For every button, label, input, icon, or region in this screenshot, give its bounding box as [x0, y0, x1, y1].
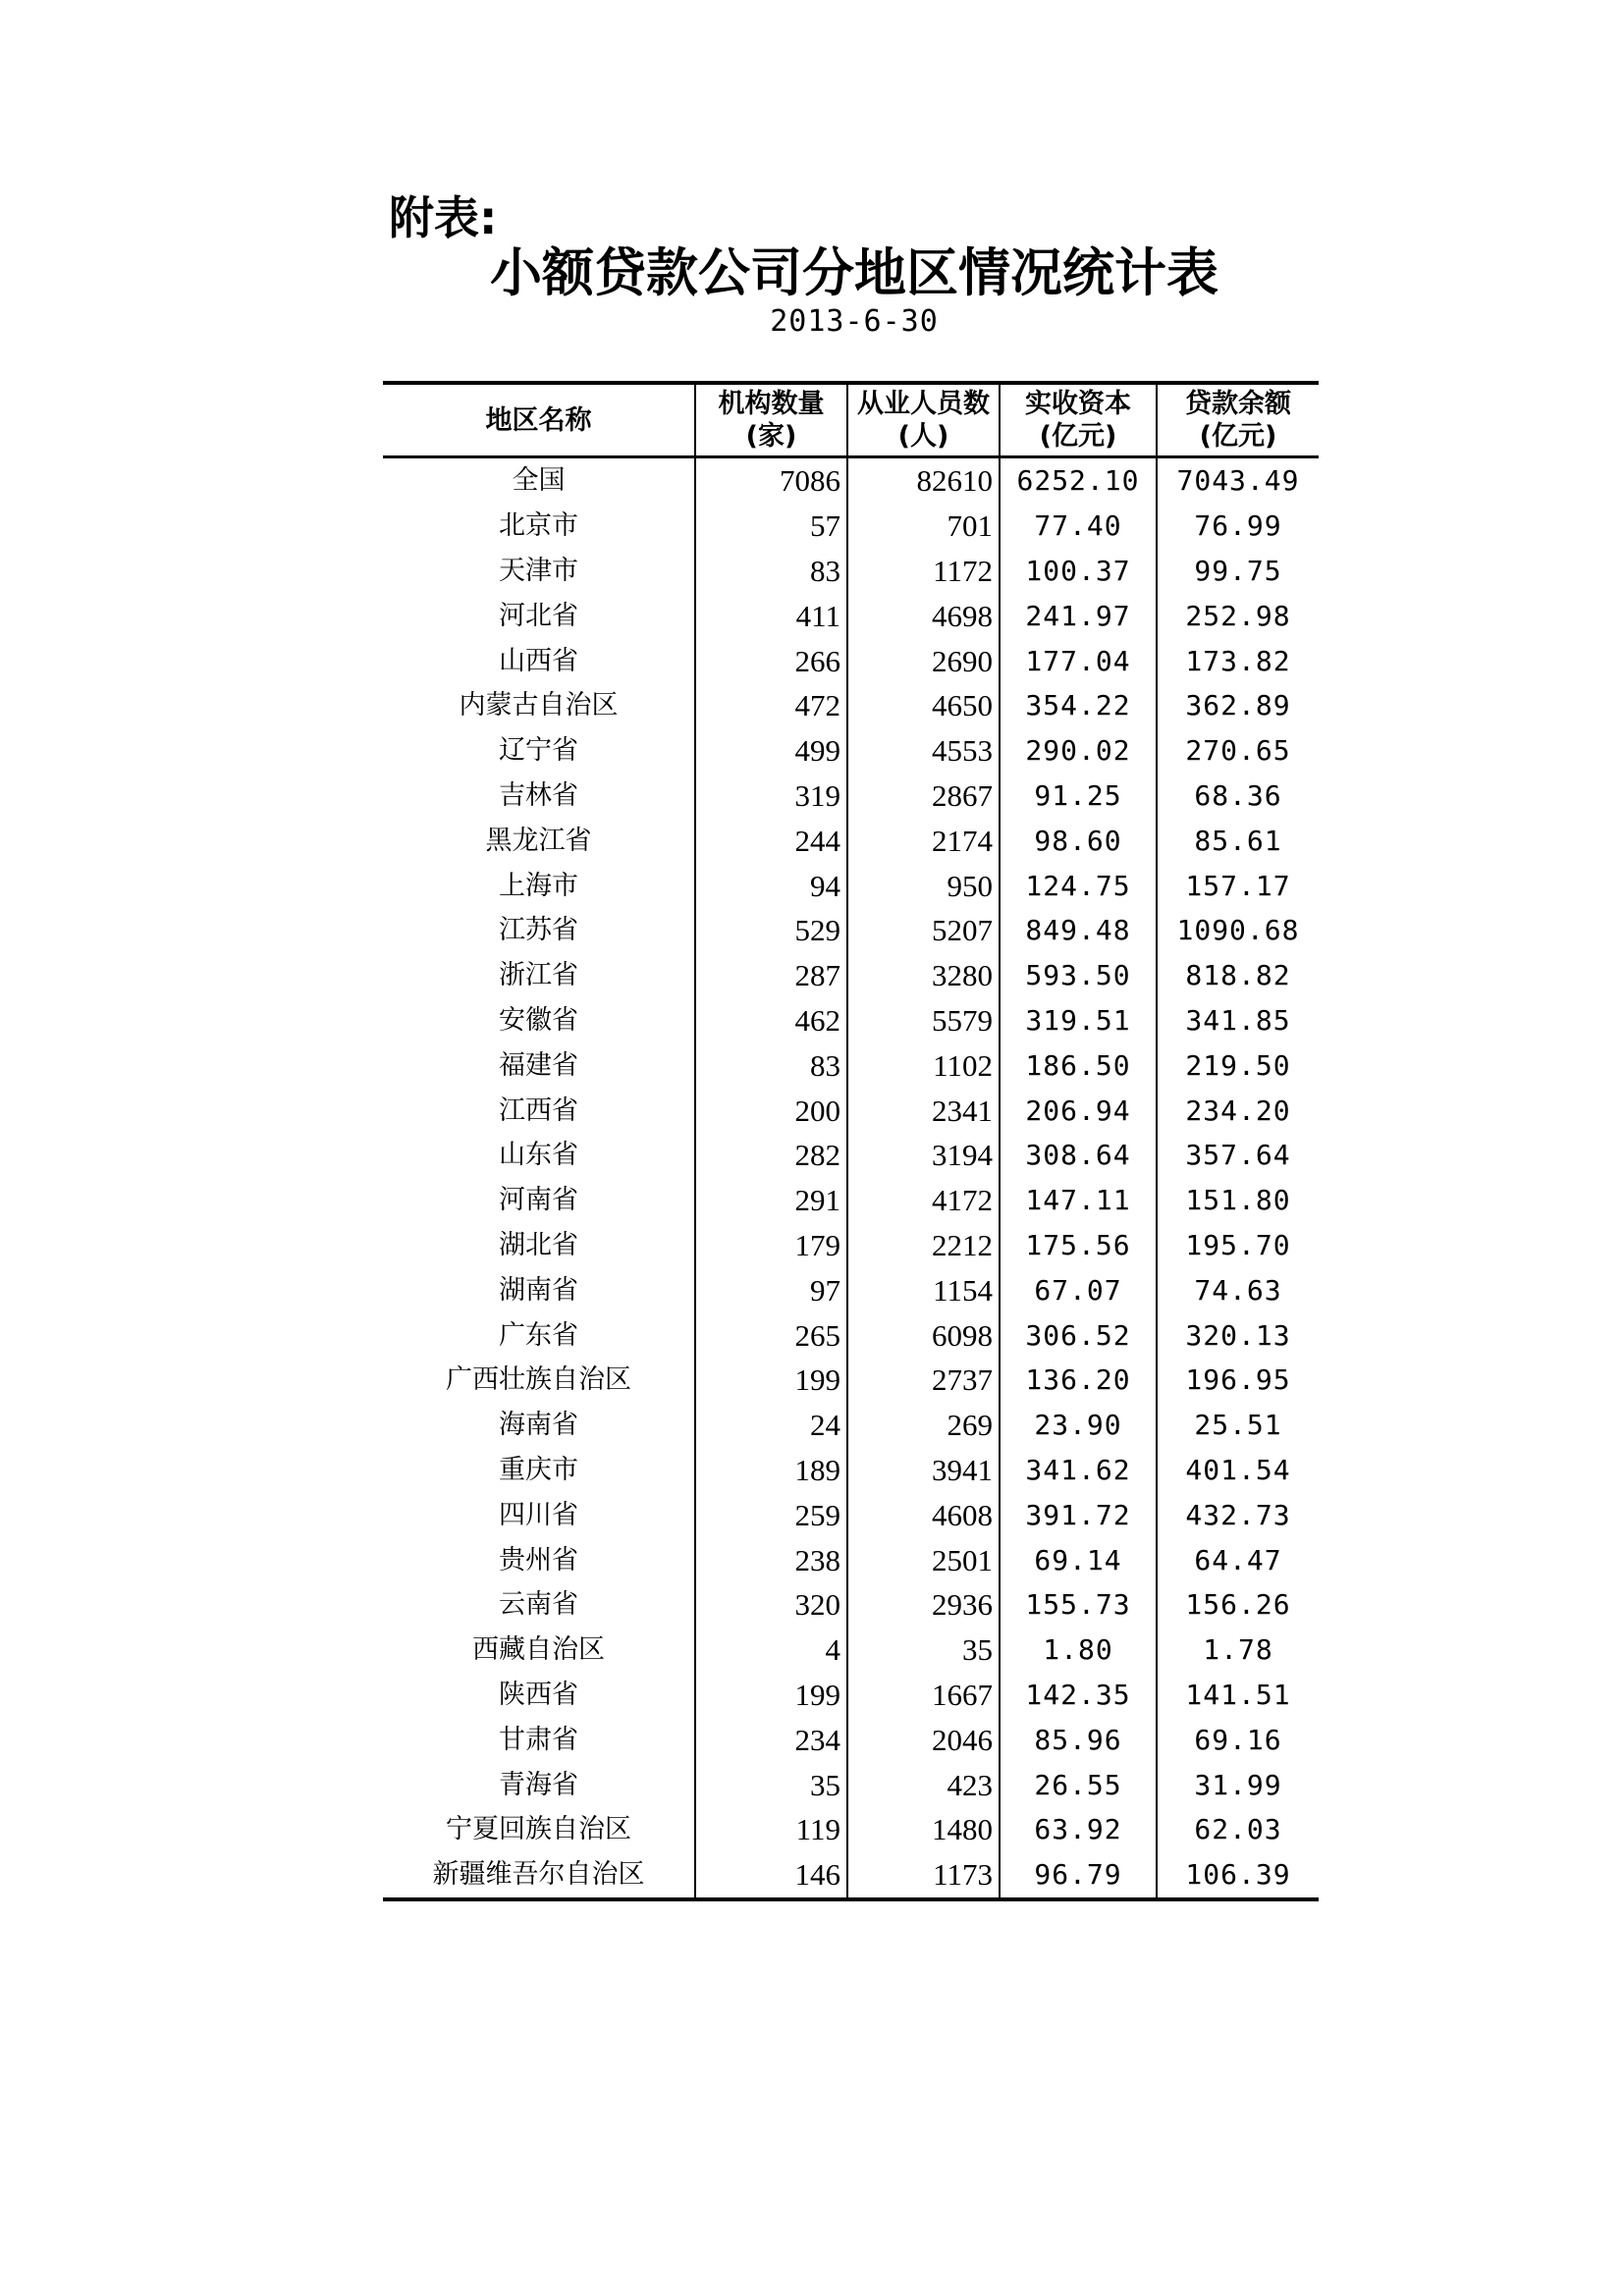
cell-region: 广东省	[499, 1319, 578, 1351]
header-institutions	[695, 383, 847, 457]
cell-capital: 67.07	[1000, 1267, 1157, 1312]
table-row	[383, 457, 1319, 504]
cell-region: 海南省	[499, 1410, 578, 1441]
table-row	[383, 1042, 1319, 1088]
cell-employees: 2867	[847, 774, 1000, 819]
cell-region: 上海市	[499, 870, 578, 901]
cell-employees: 2501	[847, 1537, 1000, 1582]
cell-institutions: 57	[695, 504, 847, 549]
cell-loans: 357.64	[1157, 1133, 1319, 1178]
header-employees	[847, 383, 1000, 457]
cell-capital: 308.64	[1000, 1133, 1157, 1178]
cell-employees: 3280	[847, 953, 1000, 998]
cell-institutions: 259	[695, 1492, 847, 1537]
cell-employees: 4608	[847, 1492, 1000, 1537]
cell-capital: 593.50	[1000, 953, 1157, 998]
table-row	[383, 818, 1319, 863]
cell-region: 陕西省	[499, 1679, 578, 1710]
table-row	[383, 1717, 1319, 1762]
cell-employees: 2341	[847, 1088, 1000, 1133]
cell-region: 湖北省	[499, 1229, 578, 1260]
cell-institutions: 238	[695, 1537, 847, 1582]
cell-region: 河南省	[499, 1185, 578, 1216]
cell-capital: 175.56	[1000, 1223, 1157, 1268]
cell-region: 江苏省	[499, 915, 578, 946]
cell-loans: 320.13	[1157, 1312, 1319, 1358]
cell-institutions: 291	[695, 1178, 847, 1223]
table-row	[383, 1762, 1319, 1807]
cell-loans: 196.95	[1157, 1358, 1319, 1403]
cell-capital: 177.04	[1000, 638, 1157, 683]
cell-region: 北京市	[499, 510, 578, 542]
table-row	[383, 953, 1319, 998]
cell-institutions: 287	[695, 953, 847, 998]
cell-employees: 1154	[847, 1267, 1000, 1312]
cell-institutions: 24	[695, 1403, 847, 1448]
cell-capital: 98.60	[1000, 818, 1157, 863]
table-row	[383, 1312, 1319, 1358]
cell-employees: 1480	[847, 1807, 1000, 1852]
table-row	[383, 1537, 1319, 1582]
cell-capital: 290.02	[1000, 728, 1157, 774]
cell-employees: 4553	[847, 728, 1000, 774]
cell-loans: 195.70	[1157, 1223, 1319, 1268]
table-row	[383, 1492, 1319, 1537]
cell-loans: 157.17	[1157, 863, 1319, 908]
cell-employees: 2174	[847, 818, 1000, 863]
cell-loans: 252.98	[1157, 593, 1319, 638]
cell-employees: 1172	[847, 549, 1000, 594]
cell-loans: 270.65	[1157, 728, 1319, 774]
cell-employees: 2690	[847, 638, 1000, 683]
cell-region: 青海省	[499, 1769, 578, 1800]
appendix-label: 附表:	[389, 191, 498, 244]
header-region-label: 地区名称	[485, 404, 592, 436]
cell-institutions: 83	[695, 1042, 847, 1088]
cell-loans: 69.16	[1157, 1717, 1319, 1762]
cell-employees: 6098	[847, 1312, 1000, 1358]
table-row	[383, 683, 1319, 728]
statistics-table	[383, 381, 1319, 1901]
table-row	[383, 504, 1319, 549]
cell-employees: 4172	[847, 1178, 1000, 1223]
cell-employees: 1667	[847, 1673, 1000, 1718]
cell-loans: 74.63	[1157, 1267, 1319, 1312]
cell-capital: 241.97	[1000, 593, 1157, 638]
cell-loans: 362.89	[1157, 683, 1319, 728]
cell-institutions: 189	[695, 1448, 847, 1493]
cell-loans: 151.80	[1157, 1178, 1319, 1223]
cell-employees: 1173	[847, 1852, 1000, 1899]
header-loans-unit: (亿元)	[1199, 421, 1277, 452]
cell-employees: 950	[847, 863, 1000, 908]
cell-capital: 142.35	[1000, 1673, 1157, 1718]
cell-region: 重庆市	[499, 1454, 578, 1485]
cell-capital: 186.50	[1000, 1042, 1157, 1088]
cell-employees: 5207	[847, 908, 1000, 953]
cell-institutions: 319	[695, 774, 847, 819]
cell-loans: 156.26	[1157, 1582, 1319, 1628]
table-row	[383, 1088, 1319, 1133]
cell-institutions: 94	[695, 863, 847, 908]
header-loans-label: 贷款余额	[1185, 389, 1291, 419]
cell-capital: 136.20	[1000, 1358, 1157, 1403]
table-row	[383, 549, 1319, 594]
cell-loans: 432.73	[1157, 1492, 1319, 1537]
table-row	[383, 863, 1319, 908]
cell-institutions: 7086	[695, 457, 847, 504]
table-row	[383, 593, 1319, 638]
cell-capital: 1.80	[1000, 1628, 1157, 1673]
cell-institutions: 472	[695, 683, 847, 728]
cell-institutions: 499	[695, 728, 847, 774]
cell-region: 浙江省	[499, 960, 578, 991]
cell-loans: 64.47	[1157, 1537, 1319, 1582]
cell-capital: 124.75	[1000, 863, 1157, 908]
table-row	[383, 1403, 1319, 1448]
cell-region: 广西壮族自治区	[446, 1364, 631, 1396]
cell-employees: 2737	[847, 1358, 1000, 1403]
cell-capital: 306.52	[1000, 1312, 1157, 1358]
cell-loans: 234.20	[1157, 1088, 1319, 1133]
cell-capital: 206.94	[1000, 1088, 1157, 1133]
cell-employees: 5579	[847, 998, 1000, 1043]
table-row	[383, 638, 1319, 683]
cell-loans: 7043.49	[1157, 457, 1319, 504]
cell-capital: 91.25	[1000, 774, 1157, 819]
cell-capital: 147.11	[1000, 1178, 1157, 1223]
table-row	[383, 1267, 1319, 1312]
header-row	[383, 383, 1319, 457]
cell-capital: 319.51	[1000, 998, 1157, 1043]
cell-employees: 269	[847, 1403, 1000, 1448]
cell-institutions: 35	[695, 1762, 847, 1807]
header-employees-unit: (人)	[897, 421, 949, 452]
cell-institutions: 199	[695, 1358, 847, 1403]
table-row	[383, 1223, 1319, 1268]
cell-loans: 401.54	[1157, 1448, 1319, 1493]
cell-institutions: 83	[695, 549, 847, 594]
cell-institutions: 4	[695, 1628, 847, 1673]
cell-institutions: 529	[695, 908, 847, 953]
cell-region: 西藏自治区	[472, 1634, 605, 1666]
table-row	[383, 1628, 1319, 1673]
cell-loans: 99.75	[1157, 549, 1319, 594]
cell-loans: 85.61	[1157, 818, 1319, 863]
cell-capital: 63.92	[1000, 1807, 1157, 1852]
cell-region: 黑龙江省	[485, 825, 592, 856]
table-header	[383, 383, 1319, 457]
cell-loans: 1090.68	[1157, 908, 1319, 953]
cell-region: 山西省	[499, 645, 578, 676]
table-row	[383, 998, 1319, 1043]
cell-capital: 77.40	[1000, 504, 1157, 549]
table-row	[383, 1673, 1319, 1718]
cell-institutions: 282	[695, 1133, 847, 1178]
cell-employees: 423	[847, 1762, 1000, 1807]
cell-region: 湖南省	[499, 1274, 578, 1306]
cell-institutions: 265	[695, 1312, 847, 1358]
cell-institutions: 234	[695, 1717, 847, 1762]
table-row	[383, 1448, 1319, 1493]
header-employees-label: 从业人员数	[857, 389, 990, 419]
table-row	[383, 908, 1319, 953]
cell-institutions: 266	[695, 638, 847, 683]
cell-region: 甘肃省	[499, 1724, 578, 1755]
cell-region: 河北省	[499, 600, 578, 631]
cell-region: 辽宁省	[499, 735, 578, 767]
cell-employees: 2212	[847, 1223, 1000, 1268]
cell-region: 四川省	[499, 1499, 578, 1530]
table-row	[383, 728, 1319, 774]
header-capital-label: 实收资本	[1025, 389, 1131, 419]
cell-employees: 4698	[847, 593, 1000, 638]
cell-capital: 23.90	[1000, 1403, 1157, 1448]
cell-region: 福建省	[499, 1049, 578, 1081]
cell-employees: 701	[847, 504, 1000, 549]
cell-region: 内蒙古自治区	[459, 690, 619, 721]
page-title: 小额贷款公司分地区情况统计表	[490, 243, 1218, 303]
cell-loans: 141.51	[1157, 1673, 1319, 1718]
cell-loans: 62.03	[1157, 1807, 1319, 1852]
cell-institutions: 199	[695, 1673, 847, 1718]
cell-loans: 25.51	[1157, 1403, 1319, 1448]
cell-capital: 85.96	[1000, 1717, 1157, 1762]
cell-institutions: 97	[695, 1267, 847, 1312]
report-date: 2013-6-30	[770, 304, 939, 339]
cell-region: 宁夏回族自治区	[446, 1814, 631, 1845]
header-loans	[1157, 383, 1319, 457]
cell-institutions: 411	[695, 593, 847, 638]
cell-institutions: 200	[695, 1088, 847, 1133]
cell-capital: 69.14	[1000, 1537, 1157, 1582]
table-row	[383, 1582, 1319, 1628]
cell-loans: 106.39	[1157, 1852, 1319, 1899]
header-capital	[1000, 383, 1157, 457]
cell-employees: 82610	[847, 457, 1000, 504]
cell-institutions: 244	[695, 818, 847, 863]
cell-employees: 1102	[847, 1042, 1000, 1088]
cell-loans: 76.99	[1157, 504, 1319, 549]
cell-capital: 6252.10	[1000, 457, 1157, 504]
cell-institutions: 146	[695, 1852, 847, 1899]
cell-capital: 155.73	[1000, 1582, 1157, 1628]
cell-loans: 1.78	[1157, 1628, 1319, 1673]
cell-employees: 35	[847, 1628, 1000, 1673]
cell-employees: 3941	[847, 1448, 1000, 1493]
cell-region: 贵州省	[499, 1544, 578, 1575]
cell-region: 新疆维吾尔自治区	[432, 1859, 645, 1891]
cell-region: 全国	[512, 465, 566, 497]
cell-institutions: 119	[695, 1807, 847, 1852]
cell-institutions: 462	[695, 998, 847, 1043]
cell-region: 云南省	[499, 1589, 578, 1621]
table-row	[383, 1358, 1319, 1403]
cell-region: 安徽省	[499, 1004, 578, 1036]
table-row	[383, 774, 1319, 819]
header-capital-unit: (亿元)	[1039, 421, 1117, 452]
cell-loans: 31.99	[1157, 1762, 1319, 1807]
header-institutions-label: 机构数量	[718, 389, 825, 419]
cell-institutions: 320	[695, 1582, 847, 1628]
cell-capital: 849.48	[1000, 908, 1157, 953]
cell-employees: 2046	[847, 1717, 1000, 1762]
cell-capital: 354.22	[1000, 683, 1157, 728]
cell-loans: 173.82	[1157, 638, 1319, 683]
cell-region: 天津市	[499, 555, 578, 586]
header-institutions-unit: (家)	[745, 421, 797, 452]
header-region	[383, 383, 695, 457]
table-row	[383, 1807, 1319, 1852]
cell-employees: 2936	[847, 1582, 1000, 1628]
cell-employees: 4650	[847, 683, 1000, 728]
cell-capital: 341.62	[1000, 1448, 1157, 1493]
cell-capital: 391.72	[1000, 1492, 1157, 1537]
table-row	[383, 1852, 1319, 1899]
cell-region: 江西省	[499, 1095, 578, 1126]
cell-employees: 3194	[847, 1133, 1000, 1178]
cell-institutions: 179	[695, 1223, 847, 1268]
cell-loans: 219.50	[1157, 1042, 1319, 1088]
cell-capital: 26.55	[1000, 1762, 1157, 1807]
table-row	[383, 1133, 1319, 1178]
cell-capital: 96.79	[1000, 1852, 1157, 1899]
table-body	[383, 457, 1319, 1899]
table-row	[383, 1178, 1319, 1223]
cell-capital: 100.37	[1000, 549, 1157, 594]
cell-loans: 341.85	[1157, 998, 1319, 1043]
cell-region: 山东省	[499, 1140, 578, 1171]
cell-loans: 818.82	[1157, 953, 1319, 998]
cell-region: 吉林省	[499, 779, 578, 811]
cell-loans: 68.36	[1157, 774, 1319, 819]
